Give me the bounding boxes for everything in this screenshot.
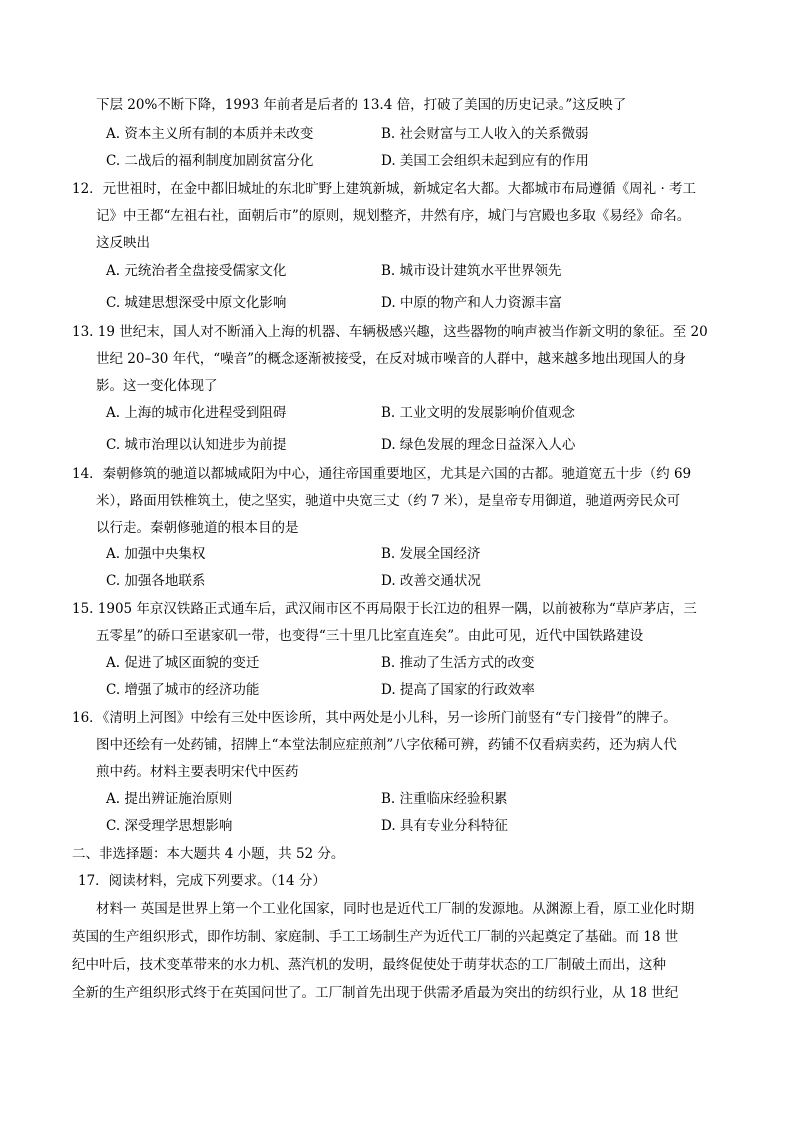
q13-stem-line-3: 影。这一变化体现了 bbox=[96, 378, 218, 394]
q11-option-c: C. 二战后的福利制度加剧贫富分化 bbox=[106, 153, 314, 169]
q14-option-d: D. 改善交通状况 bbox=[381, 573, 481, 589]
q12-stem-line-1: 12．元世祖时，在金中都旧城址的东北旷野上建筑新城，新城定名大都。大都城市布局遵循《周礼 · 考工 bbox=[72, 181, 697, 197]
q17-material-line-1: 材料一 英国是世界上第一个工业化国家，同时也是近代工厂制的发源地。从渊源上看，原工业化时期 bbox=[96, 901, 695, 917]
q16-stem-line-1: 16．《清明上河图》中绘有三处中医诊所，其中两处是小儿科，另一诊所门前竖有“专门接骨”的牌子。 bbox=[72, 710, 677, 726]
q12-stem-line-2: 记》中王都“左祖右社，面朝后市”的原则，规划整齐，井然有序，城门与宫殿也多取《易经》命名。 bbox=[96, 208, 691, 224]
q17-material-line-2: 英国的生产组织形式，即作坊制、家庭制、手工工场制生产为近代工厂制的兴起奠定了基础。而 18 世 bbox=[72, 929, 679, 945]
q14-option-b: B. 发展全国经济 bbox=[381, 546, 481, 562]
q16-option-d: D. 具有专业分科特征 bbox=[381, 818, 508, 834]
q16-stem-line-2: 图中还绘有一处药铺，招牌上“本堂法制应症煎剂”八字依稀可辨，药铺不仅看病卖药，还为病人代 bbox=[96, 737, 677, 753]
q14-stem-line-3: 以行走。秦朝修驰道的根本目的是 bbox=[96, 520, 299, 536]
q16-option-c: C. 深受理学思想影响 bbox=[106, 818, 233, 834]
q11-option-a: A. 资本主义所有制的本质并未改变 bbox=[106, 126, 314, 142]
q11-stem-tail: 下层 20%不断下降，1993 年前者是后者的 13.4 倍，打破了美国的历史记录。”这反映了 bbox=[96, 97, 627, 113]
q14-option-c: C. 加强各地联系 bbox=[106, 573, 206, 589]
q15-stem-line-1: 15. 1905 年京汉铁路正式通车后，武汉闹市区不再局限于长江边的租界一隅，以前被称为“草庐茅店，三 bbox=[72, 601, 697, 617]
q16-option-b: B. 注重临床经验积累 bbox=[381, 791, 508, 807]
q14-option-a: A. 加强中央集权 bbox=[106, 546, 206, 562]
q17-heading: 17．阅读材料，完成下列要求。（14 分） bbox=[78, 873, 326, 889]
q13-option-a: A. 上海的城市化进程受到阻碍 bbox=[106, 405, 287, 421]
q13-stem-line-2: 世纪 20–30 年代，“噪音”的概念逐渐被接受，在反对城市噪音的人群中，越来越多地出现国人的身 bbox=[96, 351, 686, 367]
q12-option-b: B. 城市设计建筑水平世界领先 bbox=[381, 263, 562, 279]
q14-stem-line-2: 米），路面用铁椎筑土，使之坚实，驰道中央宽三丈（约 7 米），是皇帝专用御道，驰道两旁民众可 bbox=[96, 493, 681, 509]
section-heading: 二、非选择题：本大题共 4 小题，共 52 分。 bbox=[72, 846, 345, 862]
q16-option-a: A. 提出辨证施治原则 bbox=[106, 791, 233, 807]
q17-material-line-4: 全新的生产组织形式终于在英国问世了。工厂制首先出现于供需矛盾最为突出的纺织行业，从 18 世纪 bbox=[72, 985, 679, 1001]
q13-stem-line-1: 13. 19 世纪末，国人对不断涌入上海的机器、车辆极感兴趣，这些器物的响声被当作新文明的象征。至 20 bbox=[72, 324, 708, 340]
q17-material-line-3: 纪中叶后，技术变革带来的水力机、蒸汽机的发明，最终促使处于萌芽状态的工厂制破土而出，这种 bbox=[72, 957, 666, 973]
q13-option-b: B. 工业文明的发展影响价值观念 bbox=[381, 405, 576, 421]
q13-option-d: D. 绿色发展的理念日益深入人心 bbox=[381, 437, 576, 453]
q12-option-a: A. 元统治者全盘接受儒家文化 bbox=[106, 263, 287, 279]
q11-option-b: B. 社会财富与工人收入的关系微弱 bbox=[381, 126, 589, 142]
q12-option-c: C. 城建思想深受中原文化影响 bbox=[106, 295, 287, 311]
q15-option-b: B. 推动了生活方式的改变 bbox=[381, 655, 535, 671]
q15-option-d: D. 提高了国家的行政效率 bbox=[381, 682, 535, 698]
q15-stem-line-2: 五零星”的硚口至谌家矶一带，也变得“三十里几比室直连矣”。由此可见，近代中国铁路建设 bbox=[96, 628, 644, 644]
q16-stem-line-3: 煎中药。材料主要表明宋代中医药 bbox=[96, 764, 299, 780]
q13-option-c: C. 城市治理以认知进步为前提 bbox=[106, 437, 287, 453]
q11-option-d: D. 美国工会组织未起到应有的作用 bbox=[381, 153, 589, 169]
q15-option-a: A. 促进了城区面貌的变迁 bbox=[106, 655, 260, 671]
q14-stem-line-1: 14．秦朝修筑的驰道以都城咸阳为中心，通往帝国重要地区，尤其是六国的古都。驰道宽五十步（约 69 bbox=[72, 466, 692, 482]
q15-option-c: C. 增强了城市的经济功能 bbox=[106, 682, 260, 698]
q12-stem-line-3: 这反映出 bbox=[96, 235, 150, 251]
q12-option-d: D. 中原的物产和人力资源丰富 bbox=[381, 295, 562, 311]
